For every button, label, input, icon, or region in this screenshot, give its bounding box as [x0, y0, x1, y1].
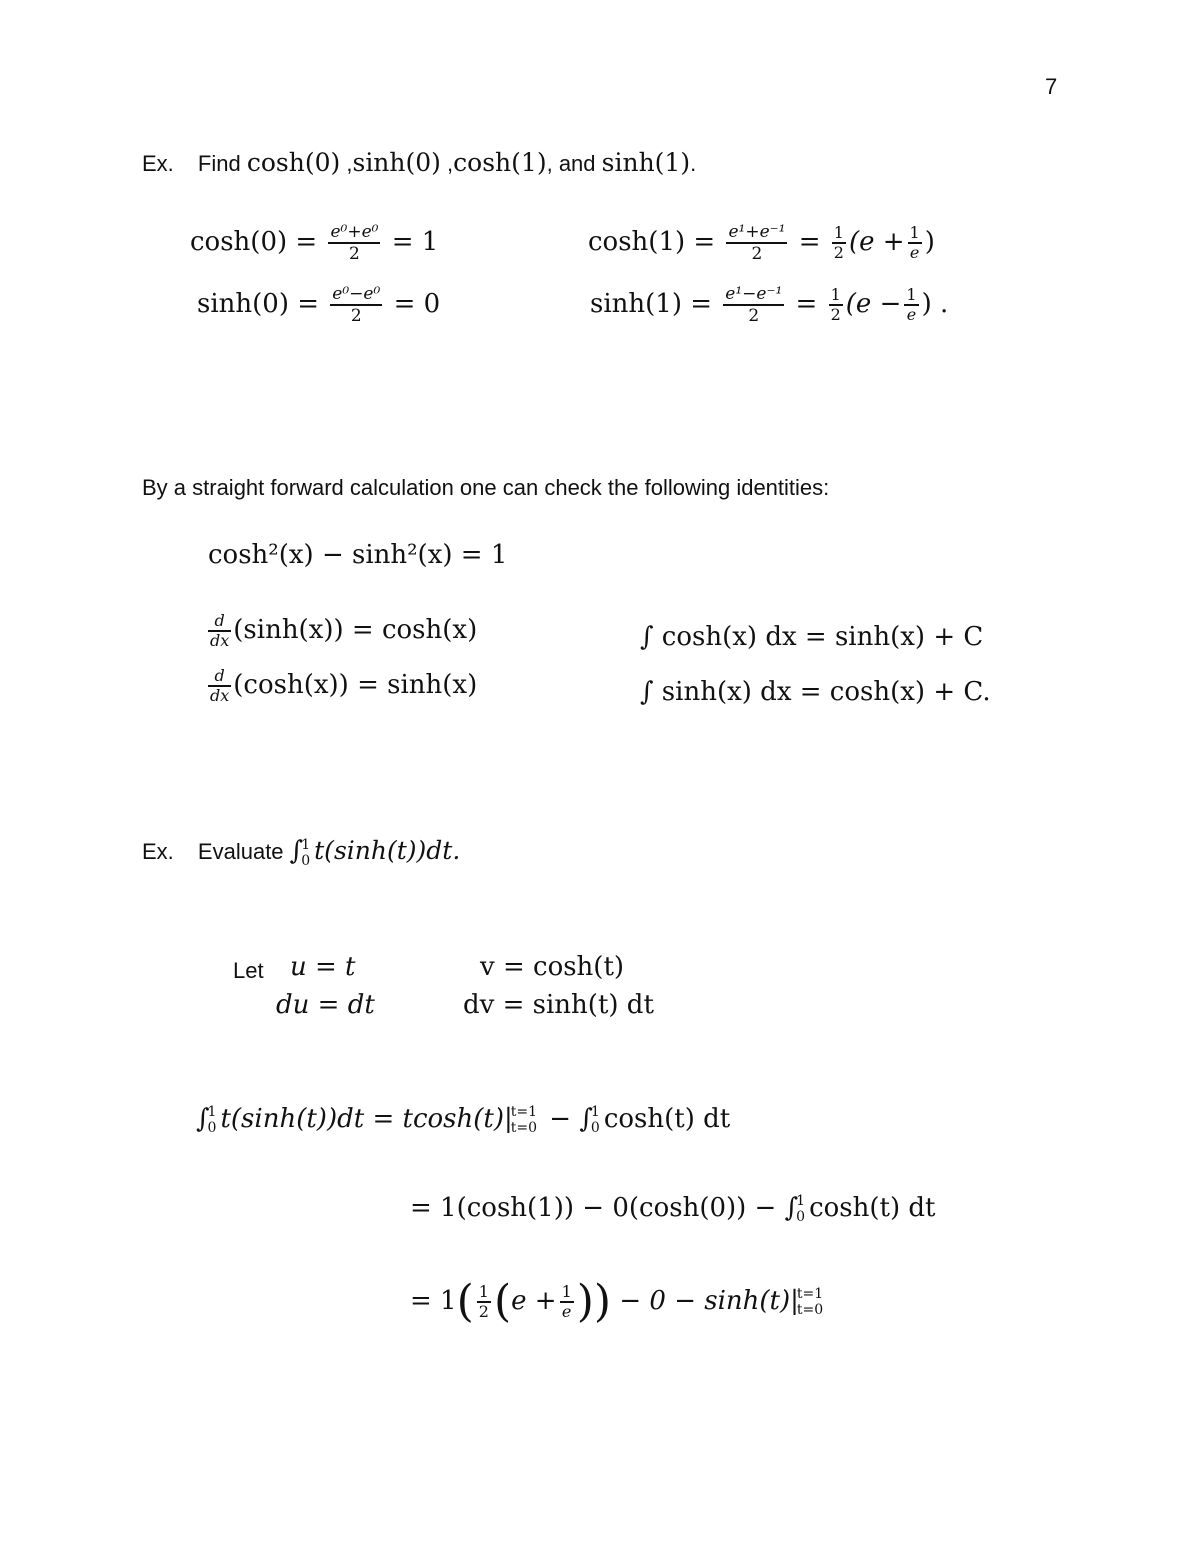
fraction-denominator: e: [909, 243, 920, 262]
example1-item-2: cosh(1): [453, 148, 547, 177]
integrand: cosh(t) dt: [809, 1193, 936, 1223]
derivative-operator: [208, 612, 231, 650]
upper-limit: t=1: [510, 1104, 538, 1120]
expression: = 1(cosh(1)) − 0(cosh(0)) −: [410, 1193, 777, 1223]
v-definition: v = cosh(t): [480, 952, 625, 982]
ibp-line-3: [410, 1276, 827, 1327]
identity-deriv-cosh: [208, 667, 477, 705]
fraction: [330, 284, 382, 326]
let-word: Let: [233, 958, 264, 983]
identity-pythagorean: cosh²(x) − sinh²(x) = 1: [208, 540, 508, 570]
fraction-denominator: e: [561, 1302, 572, 1321]
integral-limits: [796, 1193, 805, 1225]
fraction: [723, 284, 784, 326]
fraction-numerator: 1: [906, 285, 917, 304]
fraction-numerator: d: [214, 611, 225, 630]
paren-expression: (e −: [845, 289, 902, 319]
equation-lhs: cosh(1) =: [588, 227, 716, 257]
example1-and: and: [558, 151, 596, 176]
expression: = 1: [410, 1286, 457, 1316]
fraction-numerator: d: [214, 666, 225, 685]
upper-limit: 1: [796, 1193, 806, 1209]
upper-limit: 1: [207, 1104, 217, 1120]
fraction-denominator: 2: [350, 306, 362, 326]
fraction-numerator: e⁰+e⁰: [330, 222, 379, 242]
equation-rhs: = 1: [391, 227, 439, 257]
inverse-e-fraction: [560, 1283, 574, 1321]
equation-lhs: sinh(1) =: [590, 289, 713, 319]
fraction-numerator: e¹+e⁻¹: [728, 222, 786, 242]
fraction-numerator: 1: [833, 223, 844, 242]
close-paren: )): [576, 1276, 612, 1327]
dv-definition: dv = sinh(t) dt: [463, 990, 654, 1020]
fraction-denominator: dx: [210, 631, 230, 650]
integrand: cosh(t) dt: [603, 1104, 731, 1134]
example2-heading: [142, 836, 460, 869]
identity-integral-sinh: ∫ sinh(x) dx = cosh(x) + C.: [640, 677, 991, 707]
integral-limits: [301, 837, 310, 869]
example2-prompt: Evaluate: [197, 839, 284, 864]
equals-sign: =: [795, 289, 818, 319]
close-paren: ): [924, 227, 935, 257]
lower-limit: t=0: [796, 1302, 824, 1318]
minus-sign: −: [549, 1104, 572, 1134]
derivative-operator: [208, 667, 231, 705]
fraction: [726, 222, 787, 264]
inverse-e-fraction: [904, 286, 918, 324]
integral-sign-icon: ∫: [196, 1104, 210, 1134]
fraction-numerator: 1: [478, 1282, 489, 1301]
evaluation-limits: [511, 1104, 537, 1136]
fraction-numerator: 1: [909, 223, 920, 242]
lower-limit: 0: [207, 1120, 217, 1136]
evaluation-term: = tcosh(t)|: [372, 1104, 513, 1134]
identity-integral-cosh: ∫ cosh(x) dx = sinh(x) + C: [640, 622, 984, 652]
paren-expression: (e +: [848, 227, 905, 257]
upper-limit: 1: [590, 1104, 600, 1120]
equation-sinh0: [197, 284, 440, 326]
lower-limit: t=0: [510, 1120, 538, 1136]
example1-heading: Ex. Find cosh(0) ,sinh(0) ,cosh(1), and sinh(1).: [142, 148, 697, 177]
half-fraction: [829, 286, 843, 324]
fraction-denominator: e: [906, 305, 917, 324]
ibp-line-2: [410, 1193, 935, 1225]
fraction-numerator: 1: [561, 1282, 572, 1301]
fraction-denominator: 2: [349, 244, 360, 264]
fraction-denominator: dx: [210, 686, 230, 705]
upper-limit: 1: [301, 837, 311, 854]
integral-sign-icon: ∫: [579, 1104, 593, 1134]
example1-last-item: sinh(1): [601, 148, 691, 177]
integral-limits: [591, 1104, 600, 1136]
fraction-denominator: 2: [478, 1302, 489, 1321]
ibp-line-1: [196, 1104, 730, 1136]
lower-limit: 0: [301, 853, 311, 870]
identity-deriv-sinh: [208, 612, 477, 650]
fraction: [328, 222, 380, 264]
equation-lhs: sinh(0) =: [197, 289, 320, 319]
lower-limit: 0: [796, 1209, 806, 1225]
fraction-denominator: 2: [830, 305, 841, 324]
example1-item-1: sinh(0): [352, 148, 441, 177]
equation-lhs: cosh(0) =: [190, 227, 318, 257]
fraction-numerator: e¹−e⁻¹: [725, 284, 783, 304]
example1-item-0: cosh(0): [246, 148, 341, 177]
equation-rhs: = 0: [393, 289, 441, 319]
fraction-numerator: e⁰−e⁰: [332, 284, 381, 304]
page-number: 7: [1045, 74, 1058, 99]
equals-sign: =: [798, 227, 821, 257]
integral-limits: [208, 1104, 217, 1136]
expression: e +: [511, 1286, 557, 1316]
half-fraction: [832, 224, 846, 262]
equation-cosh0: [190, 222, 438, 264]
integral-sign-icon: ∫: [784, 1193, 799, 1223]
example2-label: Ex.: [142, 839, 174, 864]
fraction-numerator: 1: [830, 285, 841, 304]
identities-intro: By a straight forward calculation one can check the following identities:: [142, 475, 830, 500]
example1-prompt: Find: [197, 151, 241, 176]
open-paren: (: [456, 1276, 474, 1327]
close-paren: ) .: [921, 289, 949, 319]
half-fraction: [477, 1283, 491, 1321]
example2-integrand: t(sinh(t))dt.: [314, 836, 461, 865]
fraction-denominator: 2: [751, 244, 763, 264]
du-definition: du = dt: [276, 990, 375, 1020]
equation-sinh1: [590, 284, 948, 326]
u-definition: u = t: [290, 952, 356, 982]
lower-limit: 0: [590, 1120, 600, 1136]
upper-limit: t=1: [796, 1286, 824, 1302]
fraction-denominator: 2: [833, 243, 844, 262]
example1-label: Ex.: [142, 151, 174, 176]
expression: − 0 − sinh(t)|: [619, 1286, 799, 1316]
integral-sign-icon: ∫: [289, 836, 304, 866]
evaluation-limits: [797, 1286, 823, 1318]
equation-cosh1: [588, 222, 935, 264]
derivative-expression: (sinh(x)) = cosh(x): [233, 615, 478, 645]
inverse-e-fraction: [908, 224, 922, 262]
fraction-denominator: 2: [748, 306, 760, 326]
integrand: t(sinh(t))dt: [220, 1104, 365, 1134]
derivative-expression: (cosh(x)) = sinh(x): [233, 670, 478, 700]
open-paren: (: [493, 1276, 512, 1327]
